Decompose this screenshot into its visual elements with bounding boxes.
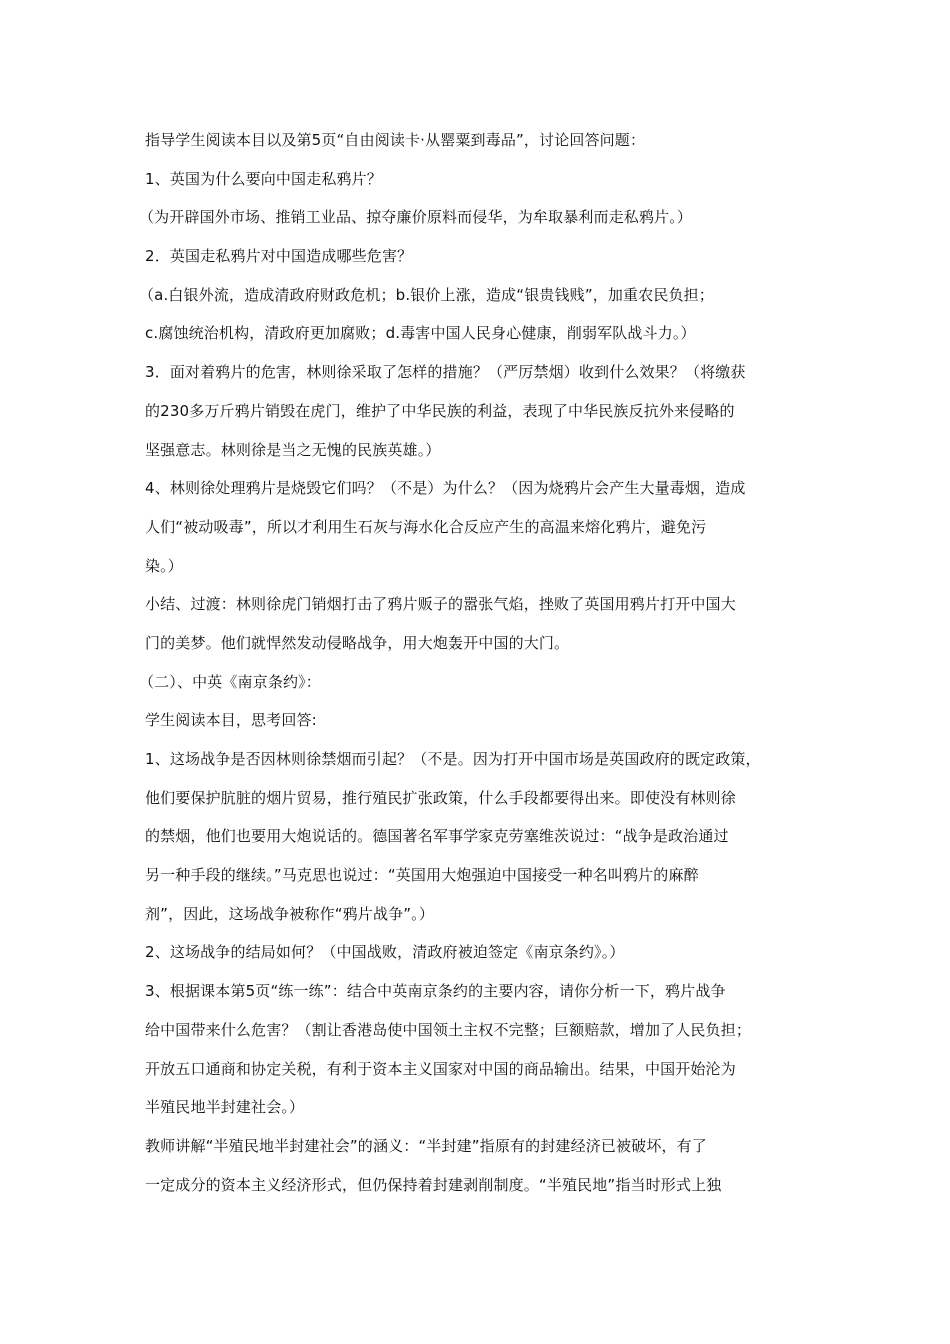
section-heading: （二）、中英《南京条约》： bbox=[139, 672, 321, 691]
question-heading: 3．面对着鸦片的危害，林则徐采取了怎样的措施？（严厉禁烟）收到什么效果？（将缴获 bbox=[145, 363, 746, 382]
answer-line: 他们要保护肮脏的烟片贸易，推行殖民扩张政策，什么手段都要得出来。即使没有林则徐 bbox=[145, 788, 736, 807]
paragraph-line: 学生阅读本目，思考回答: bbox=[145, 711, 317, 730]
answer-line: 染。） bbox=[145, 556, 183, 575]
question-heading: 4、林则徐处理鸦片是烧毁它们吗？（不是）为什么？（因为烧鸦片会产生大量毒烟，造成 bbox=[145, 479, 746, 498]
answer-line: 开放五口通商和协定关税，有利于资本主义国家对中国的商品输出。结果，中国开始沦为 bbox=[145, 1059, 736, 1078]
answer-line: 的230多万斤鸦片销毁在虎门，维护了中华民族的利益，表现了中华民族反抗外来侵略的 bbox=[145, 401, 735, 420]
paragraph-line: 指导学生阅读本目以及第5页“自由阅读卡·从罂粟到毒品”，讨论回答问题： bbox=[145, 131, 646, 149]
answer-line: c.腐蚀统治机构，清政府更加腐败；d.毒害中国人民身心健康，削弱军队战斗力。） bbox=[145, 324, 696, 343]
answer-line: 的禁烟，他们也要用大炮说话的。德国著名军事学家克劳塞维茨说过：“战争是政治通过 bbox=[145, 827, 729, 846]
question-heading: 2、这场战争的结局如何？（中国战败，清政府被迫签定《南京条约》。） bbox=[145, 943, 625, 962]
question-heading: 1、这场战争是否因林则徐禁烟而引起？（不是。因为打开中国市场是英国政府的既定政策， bbox=[145, 750, 761, 768]
question-heading: 2．英国走私鸦片对中国造成哪些危害？ bbox=[145, 247, 413, 266]
answer-line: 人们“被动吸毒”，所以才利用生石灰与海水化合反应产生的高温来熔化鸦片，避免污 bbox=[145, 517, 707, 536]
answer-line: 剂”，因此，这场战争被称作“鸦片战争”。） bbox=[145, 904, 434, 923]
question-heading: 3、根据课本第5页“练一练”：结合中英南京条约的主要内容，请你分析一下，鸦片战争 bbox=[145, 982, 726, 1001]
answer-line: 半殖民地半封建社会。） bbox=[145, 1098, 305, 1117]
paragraph-line: 教师讲解“半殖民地半封建社会”的涵义：“半封建”指原有的封建经济已被破坏，有了 bbox=[145, 1136, 707, 1155]
document-body bbox=[139, 121, 815, 1204]
answer-line: 另一种手段的继续。”马克思也说过：“英国用大炮强迫中国接受一种名叫鸦片的麻醉 bbox=[145, 866, 699, 885]
summary-line: 小结、过渡：林则徐虎门销烟打击了鸦片贩子的嚣张气焰，挫败了英国用鸦片打开中国大 bbox=[145, 595, 736, 614]
summary-line: 门的美梦。他们就悍然发动侵略战争，用大炮轰开中国的大门。 bbox=[145, 633, 570, 652]
answer-line: 坚强意志。林则徐是当之无愧的民族英雄。） bbox=[145, 440, 441, 459]
answer-line: （为开辟国外市场、推销工业品、掠夺廉价原料而侵华，为牟取暴利而走私鸦片。） bbox=[139, 208, 693, 227]
paragraph-line: 一定成分的资本主义经济形式，但仍保持着封建剥削制度。“半殖民地”指当时形式上独 bbox=[145, 1175, 722, 1194]
question-heading: 1、英国为什么要向中国走私鸦片？ bbox=[145, 169, 382, 188]
answer-line: 给中国带来什么危害？（割让香港岛使中国领土主权不完整；巨额赔款，增加了人民负担； bbox=[145, 1020, 752, 1039]
answer-line: （a.白银外流，造成清政府财政危机；b.银价上涨，造成“银贵钱贱”，加重农民负担； bbox=[139, 285, 714, 304]
